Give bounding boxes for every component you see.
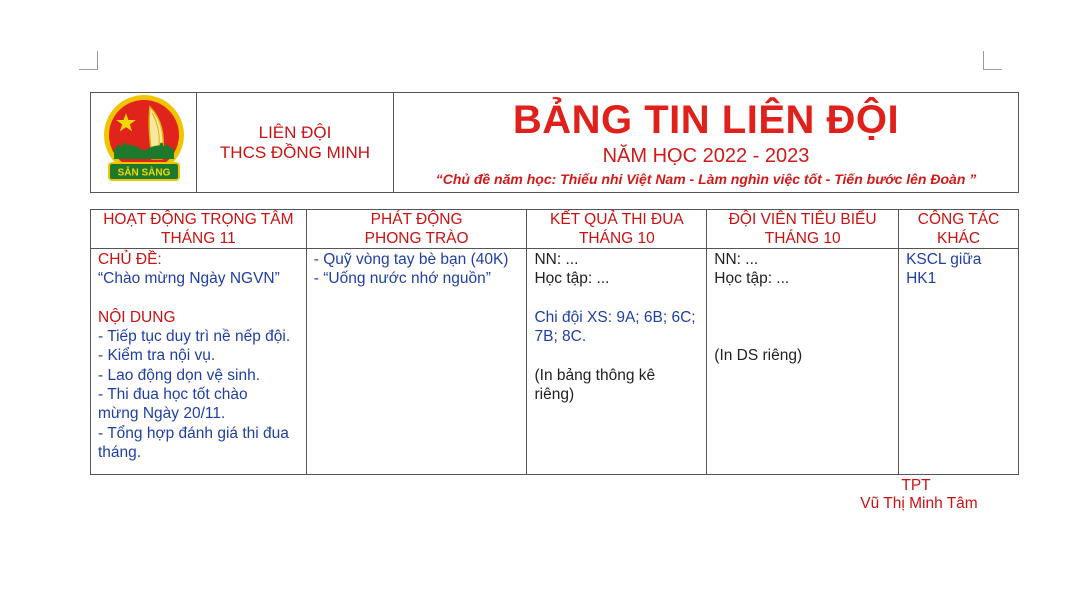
other-work-line-1: KSCL giữa — [906, 251, 982, 268]
content-line: tháng. — [98, 443, 142, 461]
other-work-line-2: HK1 — [906, 270, 937, 288]
young-pioneer-badge-logo — [100, 93, 188, 187]
activities-table — [90, 209, 1019, 475]
content-line: mừng Ngày 20/11. — [98, 405, 226, 423]
results-study: Học tập: ... — [534, 270, 610, 288]
table-content-row — [91, 249, 1019, 475]
header-table — [90, 92, 1019, 193]
content-line: - Thi đua học tốt chào — [98, 386, 248, 404]
school-year: NĂM HỌC 2022 - 2023 — [602, 144, 810, 167]
column-header-campaigns: PHÁT ĐỘNG PHONG TRÀO — [306, 210, 527, 249]
title-cell — [394, 93, 1019, 193]
members-study: Học tập: ... — [714, 270, 790, 288]
content-label: NỘI DUNG — [98, 308, 176, 326]
signature-role: TPT — [901, 477, 931, 494]
topic-text: “Chào mừng Ngày NGVN” — [98, 270, 280, 288]
content-line: - Lao động dọn vệ sinh. — [98, 366, 261, 384]
outstanding-members-cell — [707, 249, 899, 475]
results-note-line-2: riêng) — [534, 386, 575, 404]
year-theme: “Chủ đề năm học: Thiếu nhi Việt Nam - Làm nghìn việc tốt - Tiến bước lên Đoàn ” — [435, 170, 977, 187]
column-header-other-work: CÔNG TÁC KHÁC — [899, 210, 1019, 249]
campaign-item: - “Uống nước nhớ nguồn” — [313, 270, 491, 288]
results-nn: NN: ... — [534, 251, 579, 268]
school-line-2: THCS ĐỒNG MINH — [219, 142, 371, 162]
campaigns-cell — [306, 249, 527, 475]
page-corner-mark-top-right — [983, 51, 1002, 70]
school-line-1: LIÊN ĐỘI — [258, 122, 332, 142]
results-note-line-1: (In bảng thông kê — [534, 366, 656, 384]
members-note: (In DS riêng) — [714, 347, 803, 365]
board-title: BẢNG TIN LIÊN ĐỘI — [512, 97, 900, 142]
competition-results-cell — [527, 249, 707, 475]
members-nn: NN: ... — [714, 251, 759, 268]
logo-cell — [91, 93, 197, 193]
content-line: - Tiếp tục duy trì nề nếp đội. — [98, 328, 291, 346]
excellent-squads-line-1: Chi đội XS: 9A; 6B; 6C; — [534, 308, 696, 326]
table-header-row — [91, 210, 1019, 249]
content-line: - Tổng hợp đánh giá thi đua — [98, 424, 289, 442]
excellent-squads-line-2: 7B; 8C. — [534, 328, 587, 346]
campaign-item: - Quỹ vòng tay bè bạn (40K) — [313, 251, 509, 268]
column-header-outstanding-members: ĐỘI VIÊN TIÊU BIỂU THÁNG 10 — [707, 210, 899, 249]
column-header-focus-activities: HOẠT ĐỘNG TRỌNG TÂM THÁNG 11 — [91, 210, 307, 249]
page-corner-mark-top-left — [79, 51, 98, 70]
signature-name: Vũ Thị Minh Tâm — [860, 495, 978, 512]
school-name-cell — [197, 93, 394, 193]
content-line: - Kiểm tra nội vụ. — [98, 347, 216, 365]
column-header-competition-results: KẾT QUẢ THI ĐUA THÁNG 10 — [527, 210, 707, 249]
other-work-cell — [899, 249, 1019, 475]
topic-label: CHỦ ĐỀ: — [98, 251, 162, 268]
focus-activities-cell — [91, 249, 307, 475]
logo-text: SẴN SÀNG — [117, 167, 170, 179]
